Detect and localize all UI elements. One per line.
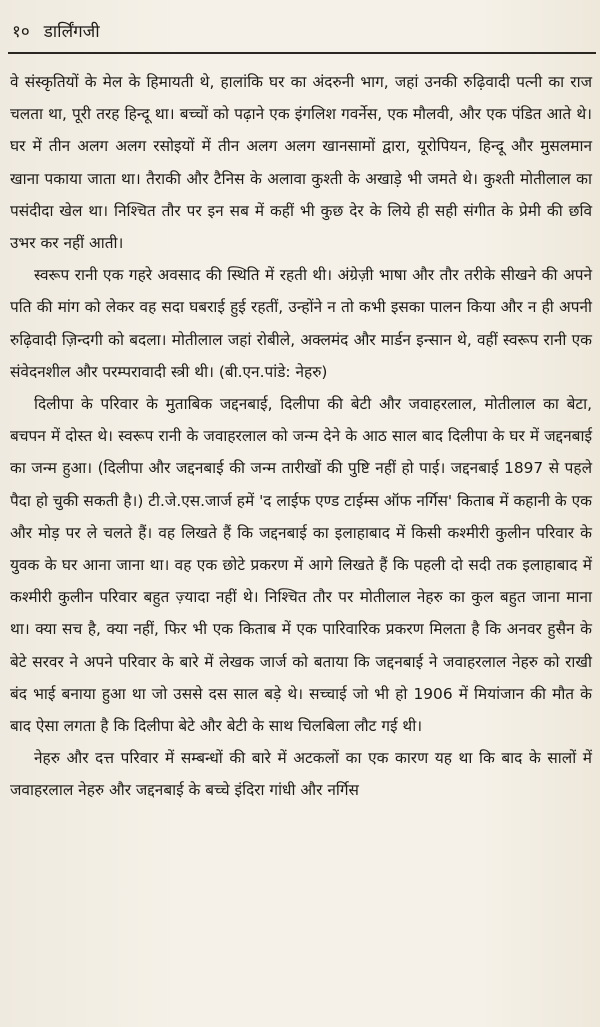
paragraph: वे संस्कृतियों के मेल के हिमायती थे, हालांकि घर का अंदरुनी भाग, जहां उनकी रुढ़िवादी पत्नी का राज चलता था, पूरी तरह हिन्दू था। बच्चों को पढ़ाने एक इंगलिश गवर्नेस, एक मौलवी, और एक पंडित आते थे। घर में तीन अलग अलग रसोइयों में तीन अलग अलग खानसामों द्वारा, यूरोपियन, हिन्दू और मुसलमान खाना पकाया जाता था। तैराकी और टैनिस के अलावा कुश्ती के अखाड़े भी जमते थे। कुश्ती मोतीलाल का पसंदीदा खेल था। निश्चित तौर पर इन सब में कहीं भी कुछ देर के लिये ही सही संगीत के प्रेमी की छवि उभर कर नहीं आती। bbox=[10, 73, 592, 253]
paragraph: दिलीपा के परिवार के मुताबिक जद्दनबाई, दिलीपा की बेटी और जवाहरलाल, मोतीलाल का बेटा, बचपन में दोस्त थे। स्वरूप रानी के जवाहरलाल को जन्म देने के आठ साल बाद दिलीपा के घर में जद्दनबाई का जन्म हुआ। (दिलीपा और जद्दनबाई की जन्म तारीखों की पुष्टि नहीं हो पाई। जद्दनबाई 1897 से पहले पैदा हो चुकी सकती है।) टी.जे.एस.जार्ज हमें 'द लाईफ एण्ड टाईम्स ऑफ नर्गिस' किताब में कहानी के एक और मोड़ पर ले चलते हैं। वह लिखते हैं कि जद्दनबाई का इलाहाबाद में किसी कश्मीरी कुलीन परिवार के युवक के घर आना जाना था। वह एक छोटे प्रकरण में आगे लिखते हैं कि पहली दो सदी तक इलाहाबाद में कश्मीरी कुलीन परिवार बहुत ज़्यादा नहीं थे। निश्चित तौर पर मोतीलाल नेहरु का कुल बहुत जाना माना था। क्या सच है, क्या नहीं, फिर भी एक किताब में एक पारिवारिक प्रकरण मिलता है कि अनवर हुसैन के बेटे सरवर ने अपने परिवार के बारे में लेखक जार्ज को बताया कि जद्दनबाई ने जवाहरलाल नेहरु को राखी बंद भाई बनाया हुआ था जो उससे दस साल बड़े थे। सच्चाई जो भी हो 1906 में मियांजान की मौत के बाद ऐसा लगता है कि दिलीपा बेटे और बेटी के साथ चिलबिला लौट गई थी। bbox=[10, 395, 592, 736]
page-header bbox=[12, 22, 100, 42]
body-text bbox=[10, 66, 592, 807]
running-title: डार्लिंगजी bbox=[43, 22, 100, 42]
paragraph: नेहरु और दत्त परिवार में सम्बन्धों की बारे में अटकलों का एक कारण यह था कि बाद के सालों में जवाहरलाल नेहरु और जद्दनबाई के बच्चे इंदिरा गांधी और नर्गिस bbox=[10, 749, 592, 800]
header-rule bbox=[8, 52, 596, 54]
page-number: १० bbox=[12, 22, 30, 42]
paragraph: स्वरूप रानी एक गहरे अवसाद की स्थिति में रहती थी। अंग्रेज़ी भाषा और तौर तरीके सीखने की अपने पति की मांग को लेकर वह सदा घबराई हुई रहतीं, उन्होंने न तो कभी इसका पालन किया और न ही अपनी रुढ़िवादी ज़िन्दगी को बदला। मोतीलाल जहां रोबीले, अक्लमंद और मार्डन इन्सान थे, वहीं स्वरूप रानी एक संवेदनशील और परम्परावादी स्त्री थी। (बी.एन.पांडे: नेहरु) bbox=[10, 266, 592, 381]
